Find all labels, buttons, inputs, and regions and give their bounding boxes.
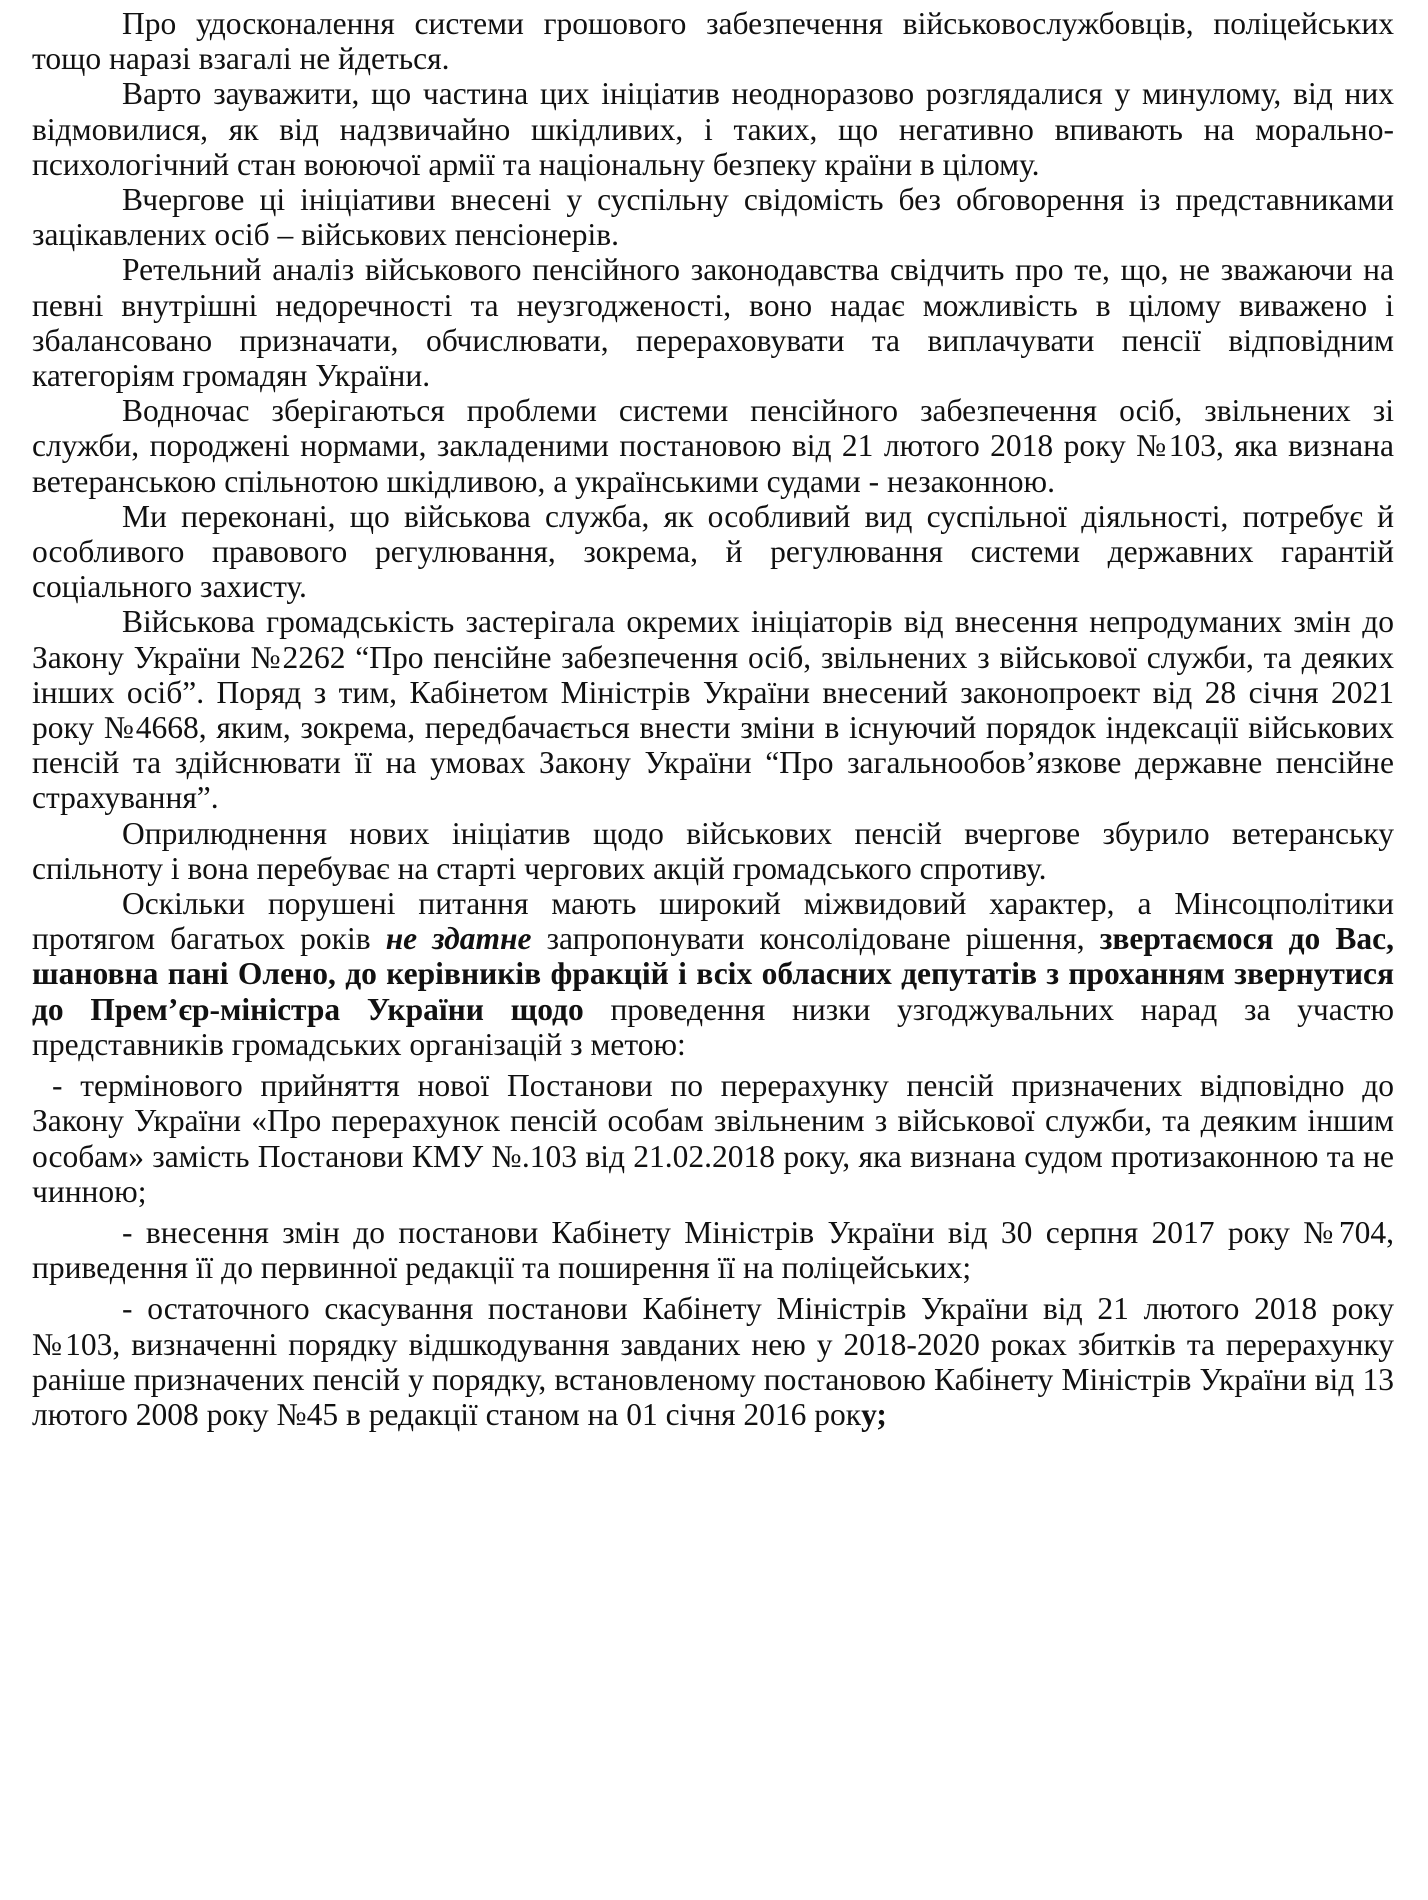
paragraph-resolution-103-problems: Водночас зберігаються проблеми системи пенсійного забезпечення осіб, звільнених зі служби, породжені нормами, закладеними постановою від 21 лютого 2018 року №103, яка визнана ветеранською спільнотою шкідливою, а українськими судами - незаконною. xyxy=(32,393,1394,499)
paragraph-salary-system: Про удосконалення системи грошового забезпечення військовослужбовців, поліцейських тощо наразі взагалі не йдеться. xyxy=(32,6,1394,77)
bullet-cancel-resolution-103 xyxy=(32,1291,1394,1432)
paragraph-initiatives-history: Варто зауважити, що частина цих ініціатив неодноразово розглядалися у минулому, від них відмовилися, як від надзвичайно шкідливих, і таких, що негативно впивають на морально-психологічний стан воюючої армії та національну безпеку країни в цілому. xyxy=(32,76,1394,182)
appeal-text-end: проведення низки узгоджувальних нарад за участю представників громадських організацій з метою: xyxy=(32,991,1395,1062)
paragraph-legislation-analysis: Ретельний аналіз військового пенсійного законодавства свідчить про те, що, не зважаючи на певні внутрішні недоречності та неузгодженості, воно надає можливість в цілому виважено і збалансовано призначати, обчислювати, перераховувати та виплачувати пенсії відповідним категоріям громадян України. xyxy=(32,252,1394,394)
appeal-emphasis: не здатне xyxy=(385,921,532,957)
bullet-cancel-text: - остаточного скасування постанови Кабінету Міністрів України від 21 лютого 2018 року №103, визначенні порядку відшкодування завданих нею у 2018-2020 роках збитків та перерахунку раніше призначених пенсій у порядку, встановленому постановою Кабінету Міністрів України від 13 лютого 2008 року №45 в редакції станом на 01 січня 2016 рок xyxy=(32,1291,1394,1432)
bullet-new-resolution: - термінового прийняття нової Постанови по перерахунку пенсій призначених відповідно до Закону України «Про перерахунок пенсій особам звільненим з військової служби, та деяким іншим особам» замість Постанови КМУ №.103 від 21.02.2018 року, яка визнана судом протизаконною та не чинною; xyxy=(32,1068,1394,1209)
paragraph-no-discussion: Вчергове ці ініціативи внесені у суспільну свідомість без обговорення із представниками зацікавлених осіб – військових пенсіонерів. xyxy=(32,182,1394,253)
appeal-text-start: Оскільки порушені питання мають широкий міжвидовий характер, а Мінсоцполітики протягом багатьох років xyxy=(32,886,1394,957)
paragraph-law-2262: Військова громадськість застерігала окремих ініціаторів від внесення непродуманих змін до Закону України №2262 “Про пенсійне забезпечення осіб, звільнених з військової служби, та деяких інших осіб”. Поряд з тим, Кабінетом Міністрів України внесений законопроект від 28 січня 2021 року №4668, яким, зокрема, передбачається внести зміни в існуючий порядок індексації військових пенсій та здійснювати її на умовах Закону України “Про загальнообов’язкове державне пенсійне страхування”. xyxy=(32,604,1394,816)
bullet-cancel-bold-ending: у; xyxy=(861,1396,887,1432)
paragraph-veteran-community: Оприлюднення нових ініціатив щодо військових пенсій вчергове збурило ветеранську спільноту і вона перебуває на старті чергових акцій громадського спротиву. xyxy=(32,815,1394,886)
appeal-bold-request: звертаємося до Вас, шановна пані Олено, до керівників фракцій і всіх обласних депутатів з проханням звернутися до Прем’єр-міністра України щодо xyxy=(32,921,1394,1027)
appeal-text-middle: запропонувати консолідоване рішення, xyxy=(531,921,1100,957)
paragraph-military-service: Ми переконані, що військова служба, як особливий вид суспільної діяльності, потребує й особливого правового регулювання, зокрема, й регулювання системи державних гарантій соціального захисту. xyxy=(32,498,1394,605)
bullet-resolution-704: - внесення змін до постанови Кабінету Міністрів України від 30 серпня 2017 року №704, приведення її до первинної редакції та поширення її на поліцейських; xyxy=(32,1214,1394,1286)
paragraph-appeal xyxy=(32,886,1394,1062)
